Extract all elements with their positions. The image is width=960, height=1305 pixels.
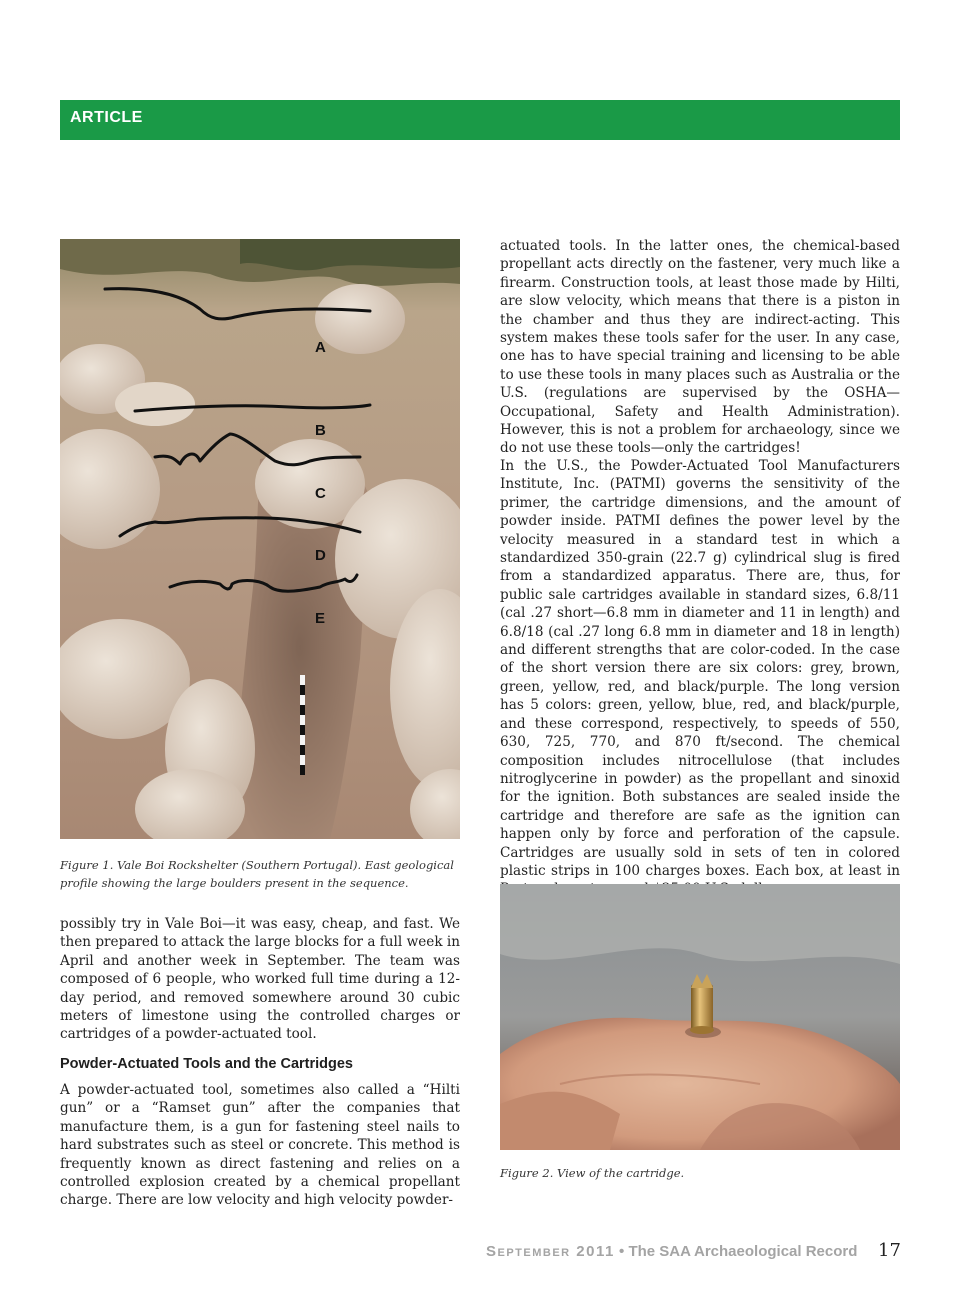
page-footer: [486, 1243, 858, 1260]
paragraph-text: actuated tools. In the latter ones, the chemical-based propellant acts directly on the fastener, very much like a firearm. Construction tools, at least those made by Hilti, are slow velocity, which means that there is a piston in the chamber and thus they are indirect-acting. This system makes these tools safer for the user. In any case, one has to have special training and licensing to be able to use these tools in many places such as Australia or the U.S. (regulations are supervised by the OSHA—Occupational, Safety and Health Administration). However, this is not a problem for archaeology, since we do not use these tools—only the cartridges!: [500, 238, 900, 457]
layer-label-a: A: [315, 339, 326, 356]
left-column-paragraph-2: [60, 1081, 460, 1210]
cartridge-image: [500, 884, 900, 1150]
footer-bullet: •: [619, 1243, 625, 1260]
figure-2-caption: Figure 2. View of the cartridge.: [500, 1166, 685, 1180]
figure-1-photo: [60, 239, 460, 839]
layer-label-c: C: [315, 485, 326, 502]
paragraph-text: possibly try in Vale Boi—it was easy, cheap, and fast. We then prepared to attack the large blocks for a full week in April and another week in September. The team was composed of 6 people, who worked full time during a 12-day period, and removed somewhere around 30 cubic meters of limestone using the controlled charges or cartridges of a powder-actuated tool.: [60, 916, 460, 1043]
paragraph-text: A powder-actuated tool, sometimes also called a “Hilti gun” or a “Ramset gun” after the companies that manufacture them, is a gun for fastening steel nails to hard substrates such as steel or concrete. This method is frequently known as direct fastening and relies on a controlled explosion created by a chemical propellant charge. There are low velocity and high velocity powder-: [60, 1082, 460, 1209]
scale-bar: [300, 675, 305, 775]
geological-profile-image: [60, 239, 460, 839]
layer-label-b: B: [315, 422, 326, 439]
figure-1-caption: Figure 1. Vale Boi Rockshelter (Southern Portugal). East geological profile showing the large boulders present in the sequence.: [60, 858, 454, 890]
right-column-paragraph-1: [500, 237, 900, 458]
left-column-paragraph-1: [60, 915, 460, 1044]
layer-label-e: E: [315, 610, 326, 627]
footer-month: September 2011: [486, 1243, 615, 1260]
article-banner: [60, 100, 900, 140]
section-heading: Powder-Actuated Tools and the Cartridges: [60, 1056, 353, 1072]
layer-label-d: D: [315, 547, 326, 564]
figure-2-photo: [500, 884, 900, 1150]
page-number: 17: [878, 1240, 901, 1261]
paragraph-text: In the U.S., the Powder-Actuated Tool Manufacturers Institute, Inc. (PATMI) governs the sensitivity of the primer, the cartridge dimensions, and the amount of powder inside. PATMI defines the power level by the velocity measured in a standard test in which a standardized 350-grain (22.7 g) cylindrical slug is fired from a standardized apparatus. There are, thus, for public sale cartridges available in standard sizes, 6.8/11 (cal .27 short—6.8 mm in diameter and 11 in length) and 6.8/18 (cal .27 long 6.8 mm in diameter and 18 in length) and different strengths that are color-coded. In the case of the short version there are six colors: grey, brown, green, yellow, red, and black/purple. The long version has 5 colors: green, yellow, blue, red, and black/purple, and these correspond, respectively, to speeds of 550, 630, 725, 770, and 870 ft/second. The chemical composition includes nitrocellulose (that includes nitroglycerine in powder) as the propellant and sinoxid for the ignition. Both substances are sealed inside the cartridge and therefore are safe as the ignition can happen only by force and perforation of the capsule. Cartridges are usually sold in sets of ten in colored plastic strips in 100 charges boxes. Each box, at least in: [500, 458, 900, 879]
right-column-paragraph-2: [500, 457, 900, 899]
footer-journal: The SAA Archaeological Record: [628, 1243, 858, 1260]
banner-label: ARTICLE: [70, 109, 143, 126]
